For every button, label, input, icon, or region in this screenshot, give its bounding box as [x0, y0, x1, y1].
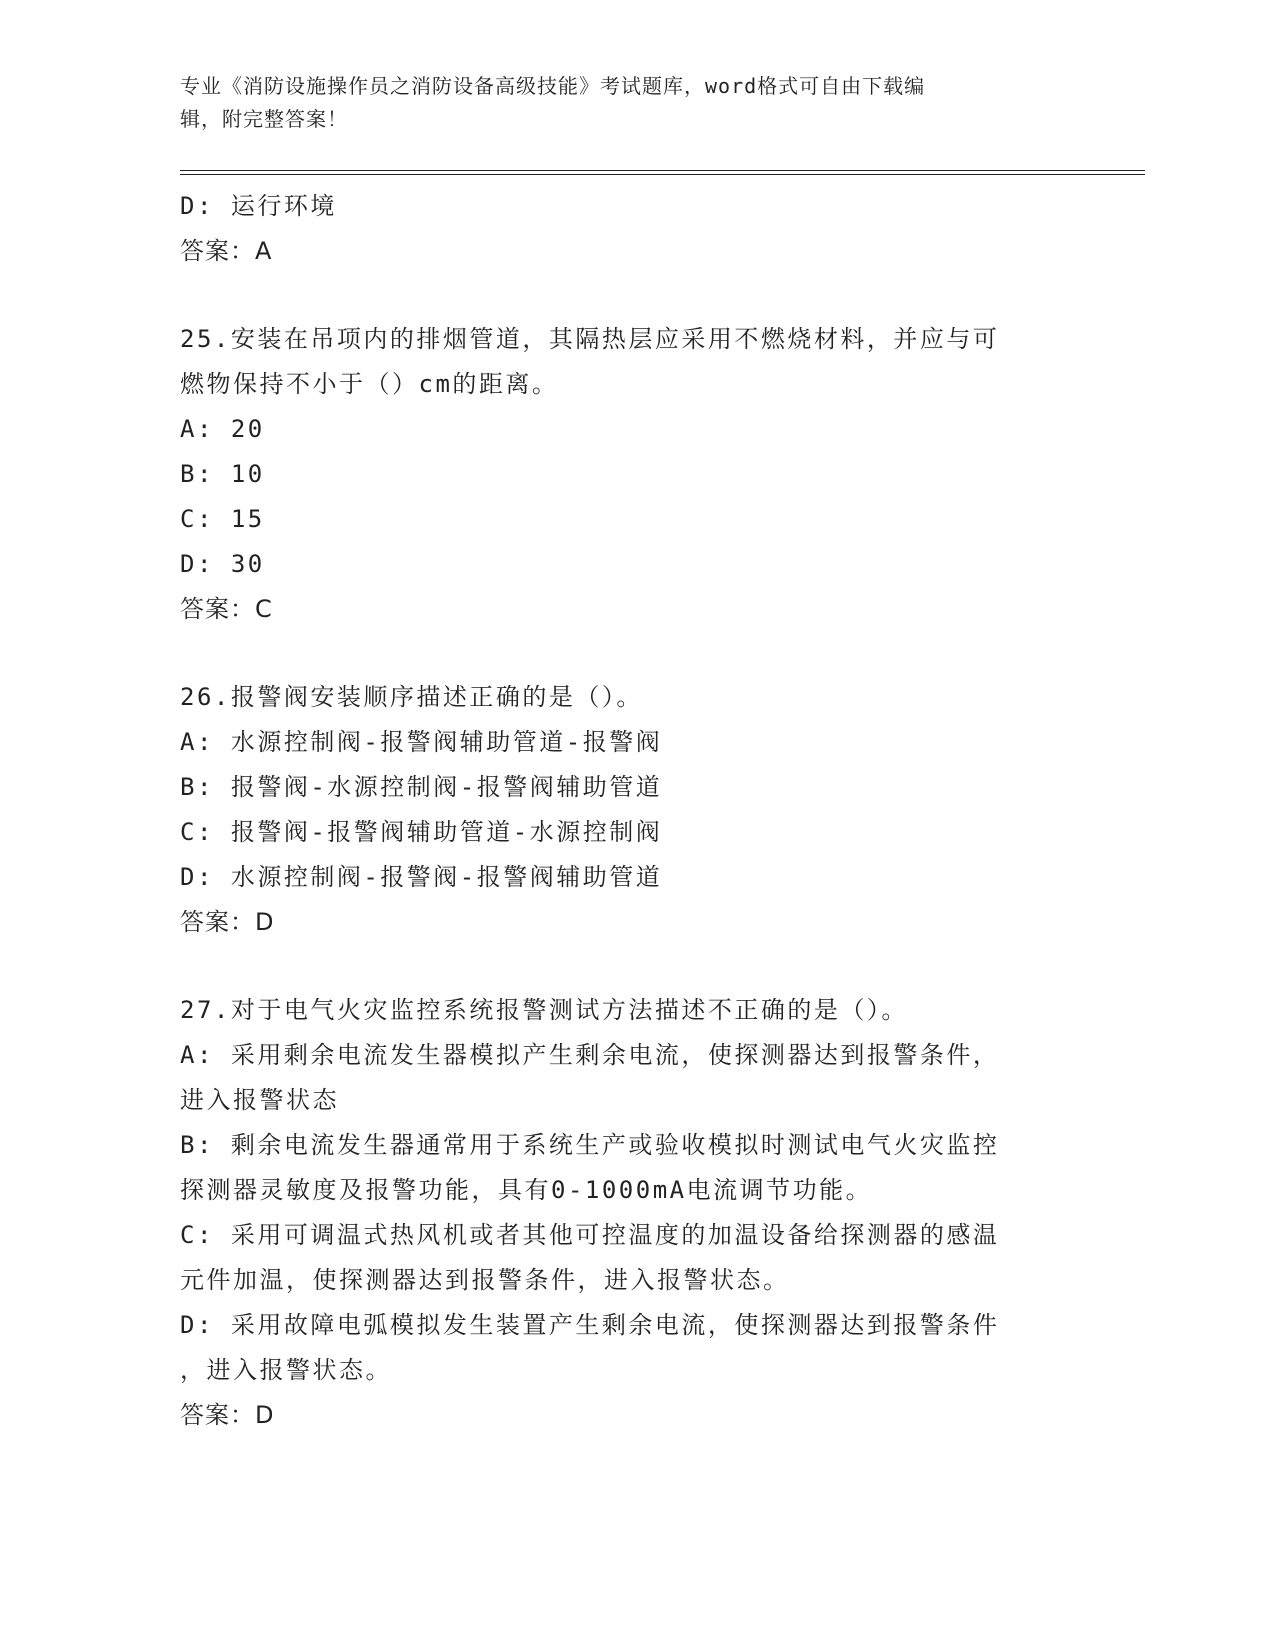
question-content: [180, 184, 1060, 1438]
option-d-line-2: ，进入报警状态。: [180, 1356, 392, 1384]
answer-line: 答案：C: [180, 595, 273, 623]
header-line-2: 辑，附完整答案！: [180, 107, 348, 131]
document-header: [180, 70, 1060, 136]
option-b: B: 10: [180, 460, 265, 488]
option-c: C: 15: [180, 505, 265, 533]
option-b: B: 报警阀-水源控制阀-报警阀辅助管道: [180, 773, 663, 801]
answer-line: 答案：A: [180, 237, 273, 265]
header-line-1: 专业《消防设施操作员之消防设备高级技能》考试题库，word格式可自由下载编: [180, 74, 926, 98]
option-d-line-1: D: 采用故障电弧模拟发生装置产生剩余电流，使探测器达到报警条件: [180, 1311, 1000, 1339]
question-27: [180, 988, 1060, 1438]
question-26: [180, 675, 1060, 945]
question-stem-line: 25.安装在吊项内的排烟管道，其隔热层应采用不燃烧材料，并应与可: [180, 325, 1000, 353]
header-rule-bottom: [180, 174, 1145, 175]
option-d: D: 30: [180, 550, 265, 578]
question-stem-line: 燃物保持不小于（）cm的距离。: [180, 370, 559, 398]
question-stem-line: 26.报警阀安装顺序描述正确的是（）。: [180, 683, 643, 711]
option-a-line-1: A: 采用剩余电流发生器模拟产生剩余电流，使探测器达到报警条件，: [180, 1041, 1000, 1069]
option-b-line-1: B: 剩余电流发生器通常用于系统生产或验收模拟时测试电气火灾监控: [180, 1131, 1000, 1159]
question-25: [180, 317, 1060, 632]
option-c: C: 报警阀-报警阀辅助管道-水源控制阀: [180, 818, 663, 846]
option-d: D: 运行环境: [180, 192, 337, 220]
option-a-line-2: 进入报警状态: [180, 1086, 339, 1114]
option-a: A: 水源控制阀-报警阀辅助管道-报警阀: [180, 728, 663, 756]
option-c-line-1: C: 采用可调温式热风机或者其他可控温度的加温设备给探测器的感温: [180, 1221, 1000, 1249]
question-stem-line: 27.对于电气火灾监控系统报警测试方法描述不正确的是（）。: [180, 996, 908, 1024]
answer-line: 答案：D: [180, 908, 275, 936]
option-d: D: 水源控制阀-报警阀-报警阀辅助管道: [180, 863, 663, 891]
answer-line: 答案：D: [180, 1401, 275, 1429]
option-b-line-2: 探测器灵敏度及报警功能，具有0-1000mA电流调节功能。: [180, 1176, 873, 1204]
option-c-line-2: 元件加温，使探测器达到报警条件，进入报警状态。: [180, 1266, 790, 1294]
header-rule-top: [180, 170, 1145, 171]
option-a: A: 20: [180, 415, 265, 443]
